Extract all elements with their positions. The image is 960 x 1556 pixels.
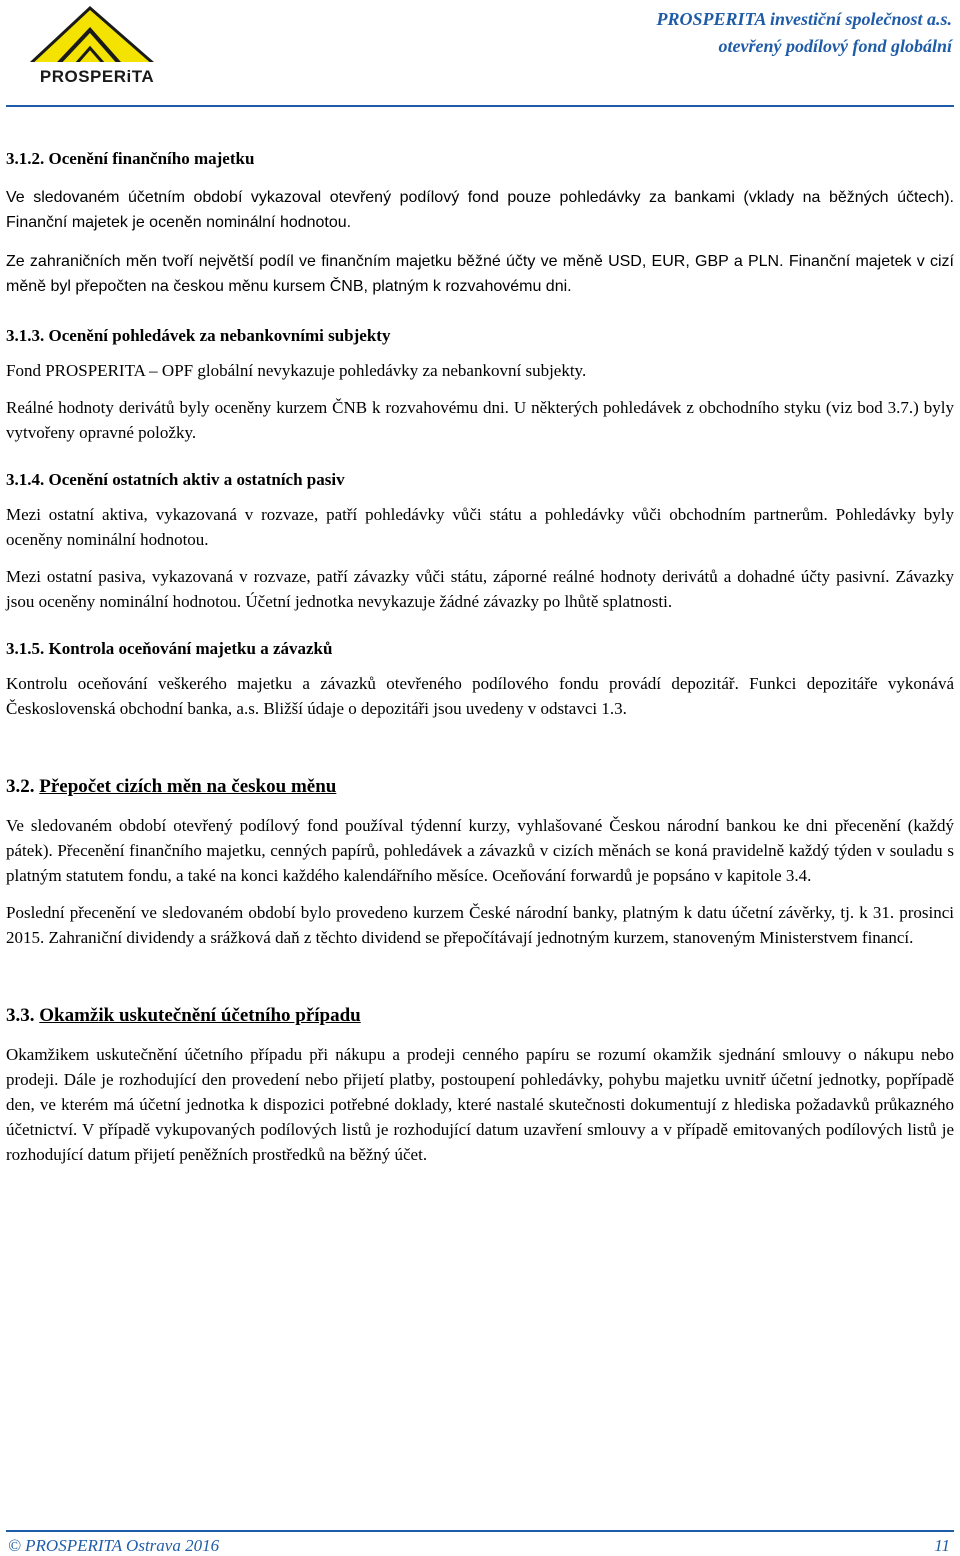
footer-copyright: © PROSPERITA Ostrava 2016 <box>8 1536 220 1555</box>
section-3-1-4-title: 3.1.4. Ocenění ostatních aktiv a ostatních pasiv <box>6 470 345 489</box>
section-3-1-4-paragraph-1: Mezi ostatní aktiva, vykazovaná v rozvaze, patří pohledávky vůči státu a pohledávky vůči obchodním partnerům. Pohledávky byly oceněny nominální hodnotou. <box>6 505 954 549</box>
section-3-1-2-paragraph-2: Ze zahraničních měn tvoří největší podíl ve finančním majetku běžné účty ve měně USD, EUR, GBP a PLN. Finanční majetek v cizí měně byl přepočten na českou měnu kursem ČNB, platným k rozvahovému dni. <box>6 253 954 295</box>
section-3-3-heading: Okamžik uskutečnění účetního případu <box>39 1005 361 1026</box>
section-3-1-3-paragraph-2: Reálné hodnoty derivátů byly oceněny kurzem ČNB k rozvahovému dni. U některých pohledávek z obchodního styku (viz bod 3.7.) byly vytvořeny opravné položky. <box>6 398 954 442</box>
prosperita-logo <box>8 4 178 96</box>
section-3-3-number: 3.3. <box>6 1005 35 1026</box>
fund-name: otevřený podílový fond globální <box>718 36 952 56</box>
logo-wordmark: PROSPERiTA <box>39 67 155 86</box>
document-header <box>656 6 952 60</box>
footer-divider <box>6 1530 954 1532</box>
section-3-1-2-paragraph-1: Ve sledovaném účetním období vykazoval otevřený podílový fond pouze pohledávky za bankami (vklady na běžných účtech). Finanční majetek je oceněn nominální hodnotou. <box>6 189 954 231</box>
section-3-1-2-title: 3.1.2. Ocenění finančního majetku <box>6 149 255 168</box>
document-body <box>6 146 954 1167</box>
section-3-2-number: 3.2. <box>6 776 35 797</box>
section-3-3-paragraph-1: Okamžikem uskutečnění účetního případu při nákupu a prodeji cenného papíru se rozumí okamžik sjednání smlouvy o nákupu nebo prodeji. Dále je rozhodující den provedení nebo přijetí platby, postoupení pohledávky, pohybu majetku uvnitř účetní jednotky, popřípadě den, ve kterém má účetní jednotka k dispozici potřebné doklady, které nastalé skutečnosti dokumentují z hlediska požadavků průkazného účetnictví. V případě vykupovaných podílových listů je rozhodující datum uzavření smlouvy a v případě emitovaných podílových listů je rozhodující datum přijetí peněžních prostředků na běžný účet. <box>6 1045 954 1164</box>
section-3-2-title <box>6 773 954 801</box>
section-3-1-5-paragraph-1: Kontrolu oceňování veškerého majetku a závazků otevřeného podílového fondu provádí depozitář. Funkci depozitáře vykonává Československá obchodní banka, a.s. Bližší údaje o depozitáři jsou uvedeny v odstavci 1.3. <box>6 674 954 718</box>
section-3-1-3-paragraph-1: Fond PROSPERITA – OPF globální nevykazuje pohledávky za nebankovní subjekty. <box>6 361 587 380</box>
company-name: PROSPERITA investiční společnost a.s. <box>656 9 952 29</box>
section-3-3-title <box>6 1002 954 1030</box>
header-divider <box>6 105 954 107</box>
section-3-2-paragraph-1: Ve sledovaném období otevřený podílový fond používal týdenní kurzy, vyhlašované Českou národní bankou ke dni přecenění (každý pátek). Přecenění finančního majetku, cenných papírů, pohledávek a závazků v cizích měnách se koná pravidelně každý týden v souladu s platným statutem fondu, a také na konci každého kalendářního měsíce. Oceňování forwardů je popsáno v kapitole 3.4. <box>6 816 954 885</box>
section-3-1-3-title: 3.1.3. Ocenění pohledávek za nebankovními subjekty <box>6 326 391 345</box>
section-3-2-heading: Přepočet cizích měn na českou měnu <box>39 776 337 797</box>
page-number: 11 <box>934 1536 950 1555</box>
section-3-1-4-paragraph-2: Mezi ostatní pasiva, vykazovaná v rozvaze, patří závazky vůči státu, záporné reálné hodnoty derivátů a dohadné účty pasivní. Závazky jsou oceněny nominální hodnotou. Účetní jednotka nevykazuje žádné závazky po lhůtě splatnosti. <box>6 567 954 611</box>
section-3-1-5-title: 3.1.5. Kontrola oceňování majetku a závazků <box>6 639 333 658</box>
section-3-2-paragraph-2: Poslední přecenění ve sledovaném období bylo provedeno kurzem České národní banky, platným k datu účetní závěrky, tj. k 31. prosinci 2015. Zahraniční dividendy a srážková daň z těchto dividend se přepočítávají jednotným kurzem, stanoveným Ministerstvem financí. <box>6 903 954 947</box>
